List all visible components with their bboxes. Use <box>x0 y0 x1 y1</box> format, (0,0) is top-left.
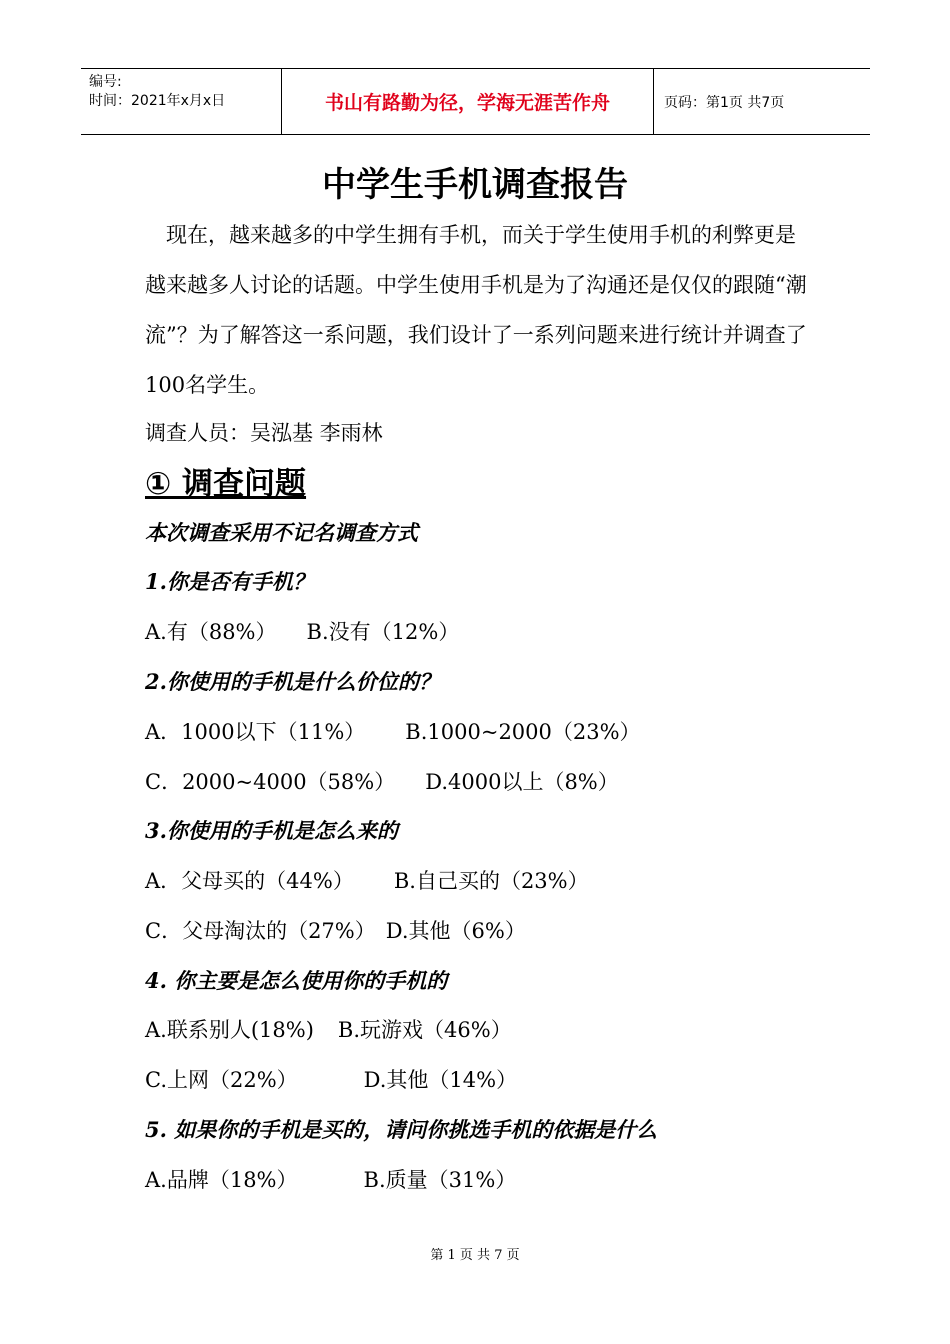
answer-option: C．2000~4000（58%） <box>145 770 396 794</box>
page-footer: 第 1 页 共 7 页 <box>430 1248 520 1263</box>
answer-option: B.自己买的（23%） <box>393 869 589 893</box>
document-number-label: 编号: <box>89 74 122 90</box>
answer-row <box>145 866 589 896</box>
header-meta <box>81 69 281 134</box>
answer-row <box>145 767 619 797</box>
answer-option: A．1000以下（11%） <box>145 720 366 744</box>
answer-row <box>145 717 641 747</box>
question-2: 2.你使用的手机是什么价位的？ <box>145 669 440 694</box>
answer-option: A.有（88%） <box>145 620 277 644</box>
answer-row <box>145 617 459 647</box>
answer-option: D.其他（6%） <box>385 919 526 943</box>
investigators: 调查人员：吴泓基 李雨林 <box>145 421 383 445</box>
answer-option: C.上网（22%） <box>145 1068 298 1092</box>
document-time-label: 时间：2021年x月x日 <box>89 93 226 109</box>
page-header <box>81 68 870 135</box>
question-5: 5. 如果你的手机是买的，请问你挑选手机的依据是什么 <box>145 1117 658 1142</box>
answer-option: B.玩游戏（46%） <box>337 1018 512 1042</box>
answer-row <box>145 916 526 946</box>
answer-option: B.1000~2000（23%） <box>405 720 641 744</box>
answer-option: B.质量（31%） <box>363 1168 517 1192</box>
question-4: 4. 你主要是怎么使用你的手机的 <box>145 968 448 993</box>
answer-option: B.没有（12%） <box>306 620 460 644</box>
header-motto: 书山有路勤为径，学海无涯苦作舟 <box>281 69 654 134</box>
answer-row <box>145 1015 512 1045</box>
answer-option: A.品牌（18%） <box>145 1168 298 1192</box>
document-title: 中学生手机调查报告 <box>322 165 628 205</box>
section-title: ① 调查问题 <box>145 466 307 502</box>
answer-option: D.4000以上（8%） <box>425 770 619 794</box>
answer-option: D.其他（14%） <box>363 1068 518 1092</box>
answer-row <box>145 1165 516 1195</box>
question-3: 3.你使用的手机是怎么来的 <box>145 818 398 843</box>
answer-option: A．父母买的（44%） <box>145 869 354 893</box>
answer-option: C．父母淘汰的（27%） <box>145 919 376 943</box>
intro-paragraph <box>145 210 815 410</box>
intro-text: 现在，越来越多的中学生拥有手机，而关于学生使用手机的利弊更是越来越多人讨论的话题。中学生使用手机是为了沟通还是仅仅的跟随“潮流”？为了解答这一系问题，我们设计了一系列问题来进行统计并调查了100名学生。 <box>145 223 807 397</box>
header-page-number: 页码：第1页 共7页 <box>664 94 785 111</box>
answer-row <box>145 1065 517 1095</box>
method-note: 本次调查采用不记名调查方式 <box>145 520 418 545</box>
question-1: 1.你是否有手机？ <box>145 569 314 594</box>
answer-option: A.联系别人(18%) <box>145 1018 314 1042</box>
